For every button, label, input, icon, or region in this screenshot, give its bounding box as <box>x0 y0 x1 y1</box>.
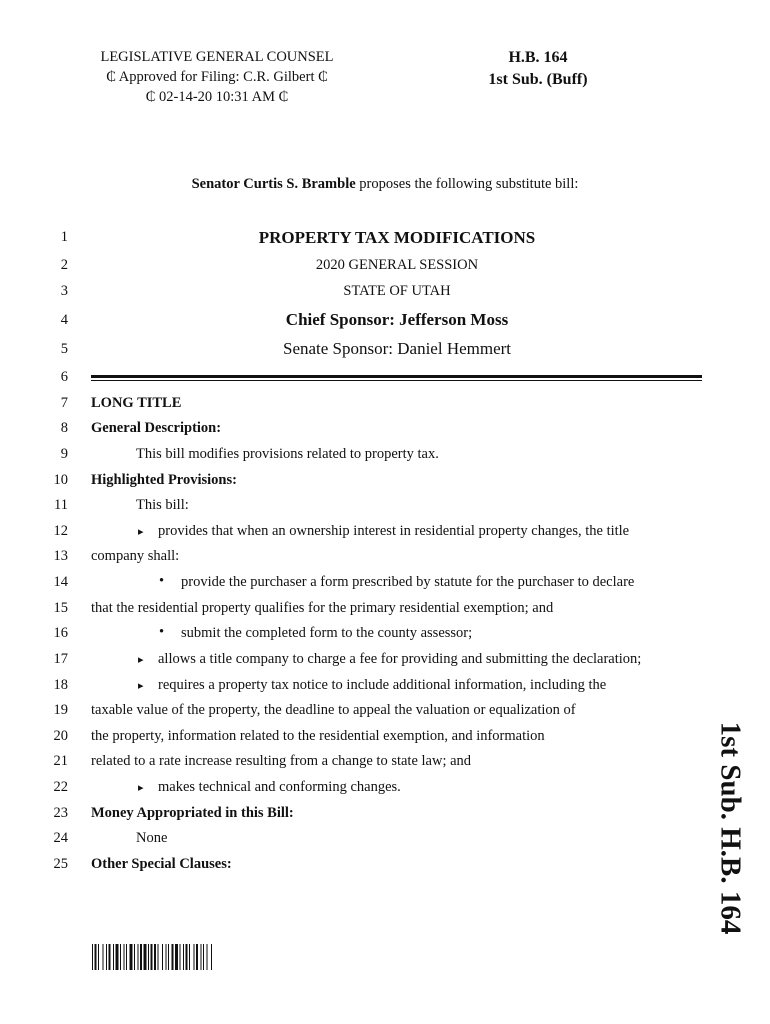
line-number: 21 <box>53 753 68 769</box>
title-rule <box>91 375 702 378</box>
line-number: 24 <box>53 830 68 846</box>
proposing-senator: Senator Curtis S. Bramble <box>191 176 356 192</box>
approval-label: ₵ Approved for Filing: C.R. Gilbert ₵ <box>106 69 328 85</box>
header-approval-block <box>92 47 342 107</box>
title-rule-thin <box>91 380 702 381</box>
chief-sponsor: Chief Sponsor: Jefferson Moss <box>285 310 509 329</box>
senate-sponsor: Senate Sponsor: Daniel Hemmert <box>282 339 512 358</box>
line-number: 16 <box>53 625 68 641</box>
line-number: 23 <box>53 805 68 821</box>
line-number: 8 <box>60 420 68 436</box>
money-appropriated-value: None <box>136 830 168 846</box>
line-number: 4 <box>60 312 68 328</box>
barcode-icon <box>92 944 284 970</box>
other-special-clauses-heading: Other Special Clauses: <box>91 856 232 872</box>
bill-title: PROPERTY TAX MODIFICATIONS <box>258 228 536 247</box>
line-number: 17 <box>53 651 68 667</box>
line-number: 19 <box>53 702 68 718</box>
provisions-intro: This bill: <box>136 497 189 513</box>
line-number: 14 <box>53 574 68 590</box>
substitute-label: 1st Sub. (Buff) <box>488 71 588 88</box>
provision-text: makes technical and conforming changes. <box>158 779 401 795</box>
general-description-heading: General Description: <box>91 420 222 436</box>
triangle-bullet-icon: ▸ <box>138 654 144 666</box>
highlighted-provisions-heading: Highlighted Provisions: <box>91 472 237 488</box>
line-number: 10 <box>53 472 68 488</box>
header-bill-id <box>468 47 608 91</box>
line-number: 12 <box>53 523 68 539</box>
dot-bullet-icon: • <box>159 624 165 640</box>
line-number: 25 <box>53 856 68 872</box>
triangle-bullet-icon: ▸ <box>138 680 144 692</box>
triangle-bullet-icon: ▸ <box>138 526 144 538</box>
approval-datetime: ₵ 02-14-20 10:31 AM ₵ <box>145 89 289 105</box>
triangle-bullet-icon: ▸ <box>138 782 144 794</box>
state-label: STATE OF UTAH <box>343 283 451 299</box>
line-number: 2 <box>60 257 68 273</box>
line-number: 15 <box>53 600 68 616</box>
line-number: 20 <box>53 728 68 744</box>
line-number: 22 <box>53 779 68 795</box>
line-number: 9 <box>60 446 68 462</box>
line-number: 11 <box>54 497 68 513</box>
bill-number: H.B. 164 <box>508 49 568 66</box>
line-number: 13 <box>53 548 68 564</box>
money-appropriated-heading: Money Appropriated in this Bill: <box>91 805 294 821</box>
long-title-heading: LONG TITLE <box>91 395 182 411</box>
provision-text: that the residential property qualifies for the primary residential exemption; and <box>91 600 554 616</box>
line-number: 6 <box>60 369 68 385</box>
session-label: 2020 GENERAL SESSION <box>315 257 479 273</box>
provision-text: related to a rate increase resulting from a change to state law; and <box>91 753 472 769</box>
side-bill-label: 1st Sub. H.B. 164 <box>714 721 747 935</box>
line-number: 3 <box>60 283 68 299</box>
provision-text: provides that when an ownership interest in residential property changes, the title <box>158 523 630 539</box>
provision-text: requires a property tax notice to include additional information, including the <box>158 677 607 693</box>
proposal-text: proposes the following substitute bill: <box>355 176 579 192</box>
provision-text: provide the purchaser a form prescribed by statute for the purchaser to declare <box>181 574 635 590</box>
description-text: This bill modifies provisions related to property tax. <box>136 446 439 462</box>
provision-text: taxable value of the property, the deadline to appeal the valuation or equalization of <box>91 702 576 718</box>
line-number: 5 <box>60 341 68 357</box>
line-number: 7 <box>60 395 68 411</box>
provision-text: allows a title company to charge a fee for providing and submitting the declaration; <box>158 651 642 667</box>
line-number: 18 <box>53 677 68 693</box>
provision-text: the property, information related to the residential exemption, and information <box>91 728 545 744</box>
counsel-label: LEGISLATIVE GENERAL COUNSEL <box>100 49 334 65</box>
proposal-statement <box>0 176 770 193</box>
line-number: 1 <box>60 229 68 245</box>
provision-text: company shall: <box>91 548 180 564</box>
dot-bullet-icon: • <box>159 573 165 589</box>
provision-text: submit the completed form to the county assessor; <box>181 625 473 641</box>
